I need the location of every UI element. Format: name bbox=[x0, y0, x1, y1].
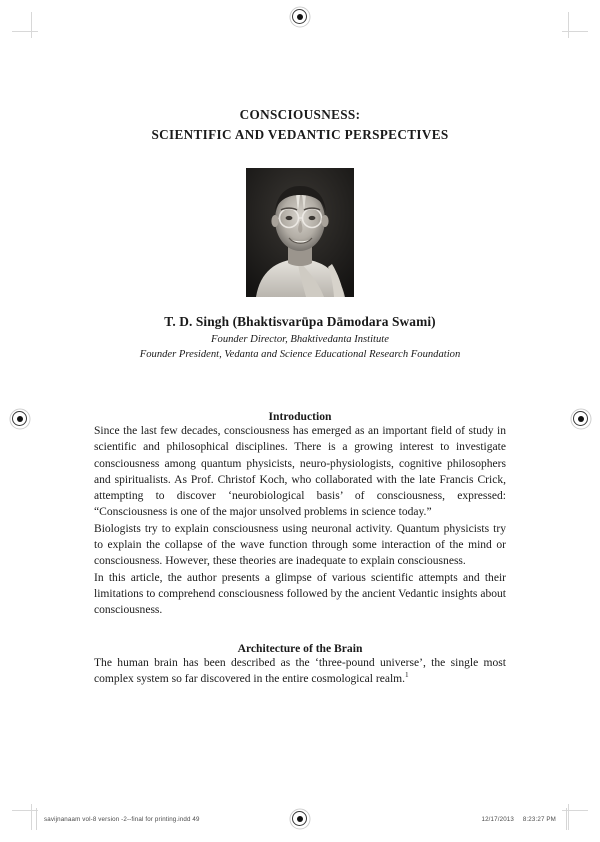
footer-date: 12/17/2013 bbox=[481, 816, 514, 823]
article-body bbox=[94, 105, 506, 687]
footnote-marker: 1 bbox=[405, 671, 409, 680]
title-line-1: CONSCIOUSNESS: bbox=[239, 107, 361, 122]
paragraph-4 bbox=[94, 655, 506, 688]
paragraph-4-text: The human brain has been described as the ‘three-pound universe’, the single most complex system so far discovered in the entire cosmological realm. bbox=[94, 656, 506, 685]
registration-mark-top bbox=[292, 9, 307, 24]
crop-mark-bottom-left-horizontal bbox=[12, 810, 38, 811]
title-line-2: SCIENTIFIC AND VEDANTIC PERSPECTIVES bbox=[151, 127, 449, 142]
section-heading-architecture: Architecture of the Brain bbox=[237, 641, 363, 655]
paragraph-1: Since the last few decades, consciousness has emerged as an important field of study in scientific and philosophical disciplines. There is a growing interest to investigate consciousness among quantum physicists, neuro-physiologists, cognitive philosophers and spiritualists. As Prof. Christof Koch, who collaborated with the late Francis Crick, attempting to discover ‘neurobiological basis’ of consciousness, expressed: “Consciousness is one of the major unsolved problems in science today.” bbox=[94, 425, 506, 519]
paragraph-2: Biologists try to explain consciousness using neuronal activity. Quantum physicists try to explain the collapse of the wave function through some interaction of the mind or consciousness. However, these theories are inadequate to explain consciousness. bbox=[94, 522, 506, 568]
author-portrait-photo bbox=[246, 168, 354, 297]
crop-mark-bottom-right-vertical bbox=[568, 804, 569, 830]
author-name: T. D. Singh (Bhaktisvarūpa Dāmodara Swami) bbox=[164, 314, 436, 329]
crop-mark-top-right-horizontal bbox=[562, 31, 588, 32]
footer-time: 8:23:27 PM bbox=[522, 816, 556, 823]
affiliation-line-2: Founder President, Vedanta and Science Educational Research Foundation bbox=[139, 348, 461, 360]
portrait-illustration bbox=[246, 168, 354, 297]
footer-timestamp bbox=[482, 816, 557, 823]
registration-mark-left bbox=[12, 411, 27, 426]
footer-rule-left bbox=[36, 808, 37, 830]
crop-mark-bottom-left-vertical bbox=[31, 804, 32, 830]
crop-mark-top-right-vertical bbox=[568, 12, 569, 38]
paragraph-3: In this article, the author presents a glimpse of various scientific attempts and their limitations to comprehend consciousness followed by the ancient Vedantic insights about consciousness. bbox=[94, 571, 506, 617]
affiliation-line-1: Founder Director, Bhaktivedanta Institute bbox=[211, 334, 389, 345]
footer-file-info: savijnanaam vol-8 version -2--final for printing.indd 49 bbox=[44, 816, 200, 823]
footer-rule-right bbox=[566, 808, 567, 830]
author-affiliation bbox=[94, 333, 506, 362]
section-heading-introduction: Introduction bbox=[268, 410, 332, 423]
page-title bbox=[94, 105, 506, 145]
print-footer bbox=[44, 816, 556, 823]
crop-mark-top-left-horizontal bbox=[12, 31, 38, 32]
registration-mark-right bbox=[573, 411, 588, 426]
crop-mark-top-left-vertical bbox=[31, 12, 32, 38]
